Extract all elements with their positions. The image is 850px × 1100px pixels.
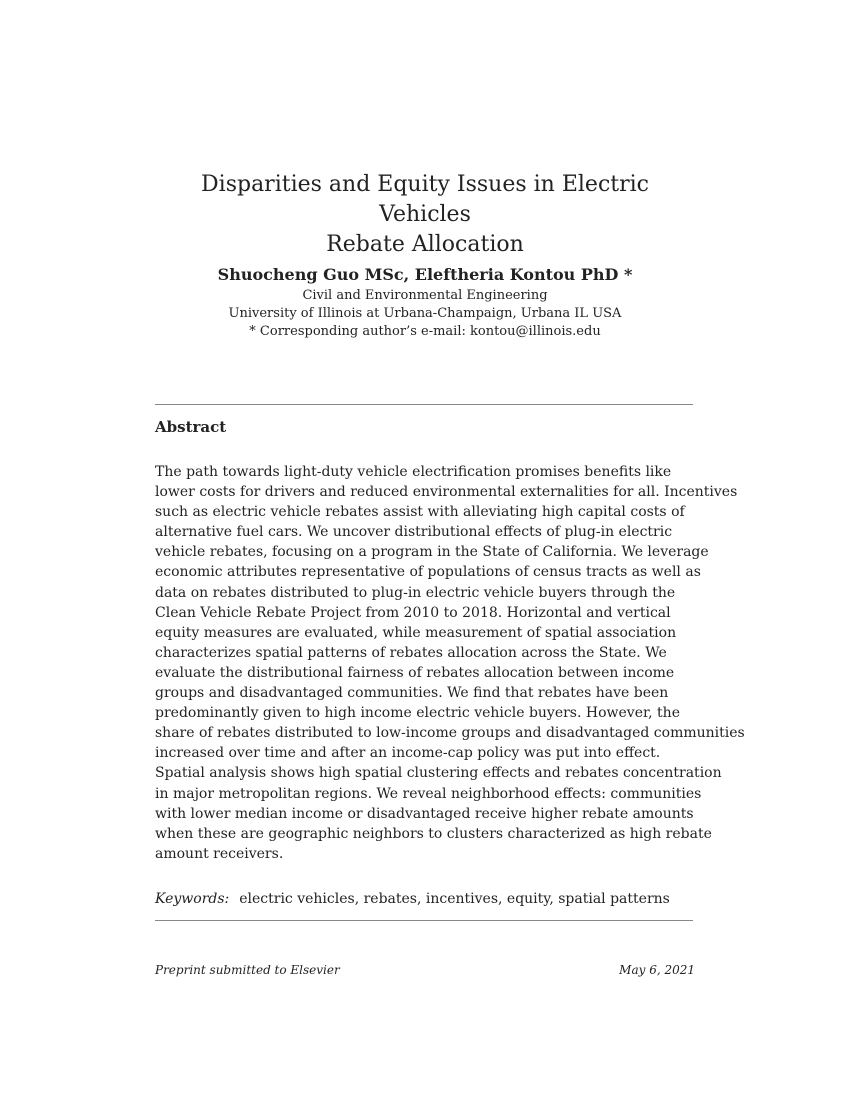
abstract-line: equity measures are evaluated, while measurement of spatial association	[155, 624, 677, 641]
abstract-heading: Abstract	[155, 418, 227, 436]
title-line: Disparities and Equity Issues in Electric Vehicles	[201, 172, 649, 227]
abstract-body	[155, 462, 755, 864]
abstract-line: groups and disadvantaged communities. We find that rebates have been	[155, 685, 669, 702]
affiliation-department: Civil and Environmental Engineering	[302, 288, 548, 303]
corresponding-author: * Corresponding author’s e-mail: kontou@illinois.edu	[249, 324, 601, 339]
affiliation	[155, 287, 695, 341]
submission-date: May 6, 2021	[619, 963, 695, 977]
authors: Shuocheng Guo MSc, Eleftheria Kontou PhD *	[217, 265, 633, 284]
affiliation-university: University of Illinois at Urbana-Champaign, Urbana IL USA	[228, 306, 622, 321]
abstract-line: predominantly given to high income electric vehicle buyers. However, the	[155, 705, 680, 722]
abstract-line: Clean Vehicle Rebate Project from 2010 to 2018. Horizontal and vertical	[155, 604, 671, 621]
abstract-line: data on rebates distributed to plug-in electric vehicle buyers through the	[155, 584, 676, 601]
abstract-line: economic attributes representative of populations of census tracts as well as	[155, 564, 701, 581]
abstract-line: The path towards light-duty vehicle electrification promises benefits like	[155, 464, 672, 480]
preprint-note: Preprint submitted to Elsevier	[155, 963, 340, 977]
abstract-line: vehicle rebates, focusing on a program in the State of California. We leverage	[155, 544, 709, 561]
abstract-line: such as electric vehicle rebates assist with alleviating high capital costs of	[155, 504, 685, 521]
abstract-line: increased over time and after an income-cap policy was put into effect.	[155, 745, 661, 762]
keywords-text: electric vehicles, rebates, incentives, equity, spatial patterns	[239, 891, 670, 907]
keywords-label: Keywords:	[155, 891, 230, 907]
abstract-line: with lower median income or disadvantaged receive higher rebate amounts	[155, 805, 694, 822]
abstract-line: amount receivers.	[155, 845, 284, 862]
abstract-line: Spatial analysis shows high spatial clustering effects and rebates concentration	[155, 765, 722, 782]
divider-bottom	[155, 920, 693, 921]
abstract-line: share of rebates distributed to low-income groups and disadvantaged communities	[155, 725, 745, 742]
keywords	[155, 889, 670, 909]
paper-title	[155, 170, 695, 260]
title-line: Rebate Allocation	[326, 232, 524, 257]
abstract-line: characterizes spatial patterns of rebates allocation across the State. We	[155, 644, 667, 661]
abstract-line: alternative fuel cars. We uncover distributional effects of plug-in electric	[155, 524, 673, 541]
abstract-line: lower costs for drivers and reduced environmental externalities for all. Incentives	[155, 484, 738, 501]
abstract-line: evaluate the distributional fairness of rebates allocation between income	[155, 664, 675, 681]
abstract-line: in major metropolitan regions. We reveal neighborhood effects: communities	[155, 785, 702, 802]
footer	[155, 963, 695, 977]
divider-top	[155, 404, 693, 405]
abstract-line: when these are geographic neighbors to clusters characterized as high rebate	[155, 825, 712, 842]
